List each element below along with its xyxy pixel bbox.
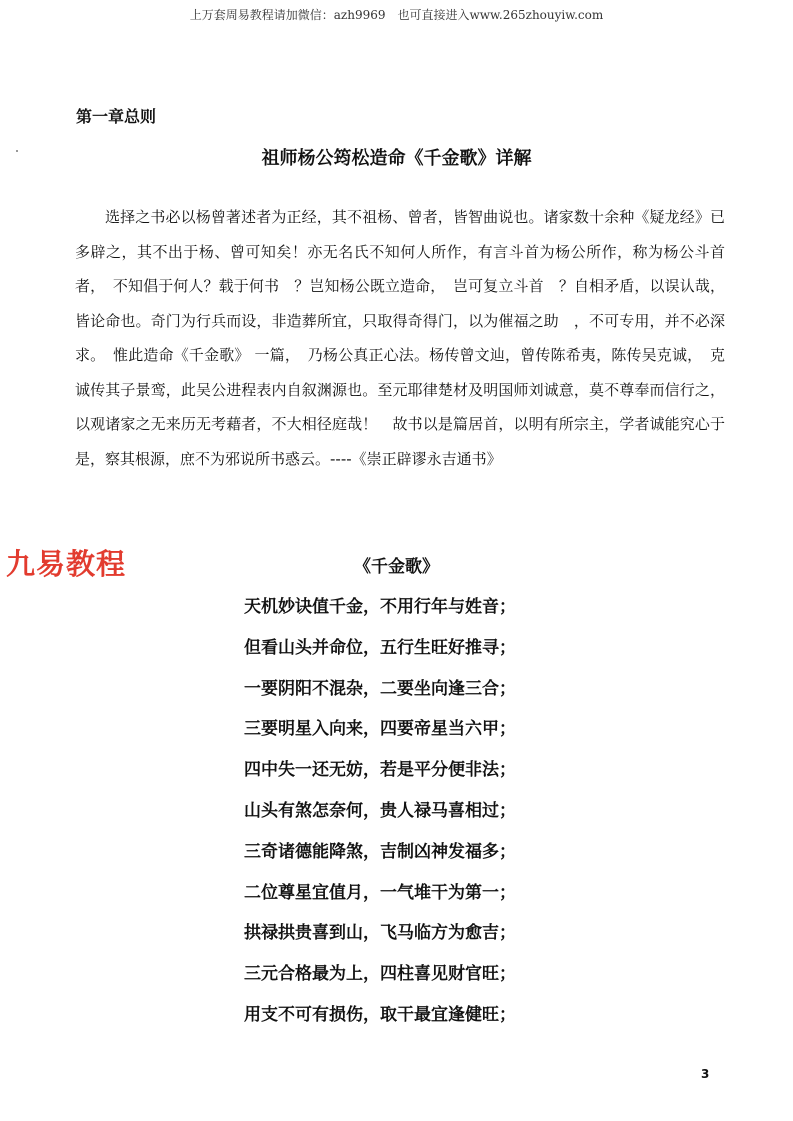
poem-line: 山头有煞怎奈何，贵人禄马喜相过； bbox=[244, 800, 516, 821]
poem-line: 一要阴阳不混杂，二要坐向逢三合； bbox=[244, 678, 516, 699]
chapter-title: 第一章总则 bbox=[76, 107, 157, 126]
page-number: 3 bbox=[701, 1067, 710, 1081]
poem-line: 三奇诸德能降煞，吉制凶神发福多； bbox=[244, 841, 516, 862]
document-title: 祖师杨公筠松造命《千金歌》详解 bbox=[261, 148, 532, 169]
poem-lines bbox=[244, 592, 516, 1041]
poem-line: 用支不可有损伤，取干最宜逢健旺； bbox=[244, 1004, 516, 1025]
poem-line: 三元合格最为上，四柱喜见财官旺； bbox=[244, 964, 516, 985]
poem-line: 三要明星入向来，四要帝星当六甲； bbox=[244, 719, 516, 740]
poem-line: 但看山头并命位，五行生旺好推寻； bbox=[244, 637, 516, 658]
watermark-logo: 九易教程 bbox=[6, 547, 127, 581]
poem-line: 天机妙诀值千金，不用行年与姓音； bbox=[244, 597, 516, 617]
poem-line: 四中失一还无妨，若是平分便非法； bbox=[244, 760, 516, 781]
poem-line: 二位尊星宜值月，一气堆干为第一； bbox=[244, 882, 516, 903]
header-promo-note: 上万套周易教程请加微信：azh9969 也可直接进入www.265zhouyiw.com bbox=[189, 8, 604, 22]
poem-title: 《千金歌》 bbox=[354, 557, 439, 577]
poem-line: 拱禄拱贵喜到山，飞马临方为愈吉； bbox=[244, 923, 516, 944]
intro-paragraph: 选择之书必以杨曾著述者为正经，其不祖杨、曾者，皆智曲说也。诸家数十余种《疑龙经》已多辟之，其不出于杨、曾可知矣！亦无名氏不知何人所作，有言斗首为杨公所作，称为杨公斗首者， 不知倡于何人？载于何书 ？岂知杨公既立造命， 岂可复立斗首 ？自相矛盾，以误认哉，皆论命也。奇门为行兵而设，非造葬所宜，只取得奇得门，以为催福之助 ，不可专用，并不必深求。 惟此造命《千金歌》 一篇， 乃杨公真正心法。杨传曾文辿，曾传陈希夷，陈传吴克诚， 克诚传其子景鸾，此吴公进程表内自叙渊源也。至元耶律楚材及明国师刘诚意，莫不尊奉而信行之，以观诸家之无来历无考藉者，不大相径庭哉！ 故书以是篇居首，以明有所宗主，学者诚能究心于是，察其根源，庶不为邪说所书惑云。----《崇正辟谬永吉通书》 bbox=[75, 208, 725, 468]
